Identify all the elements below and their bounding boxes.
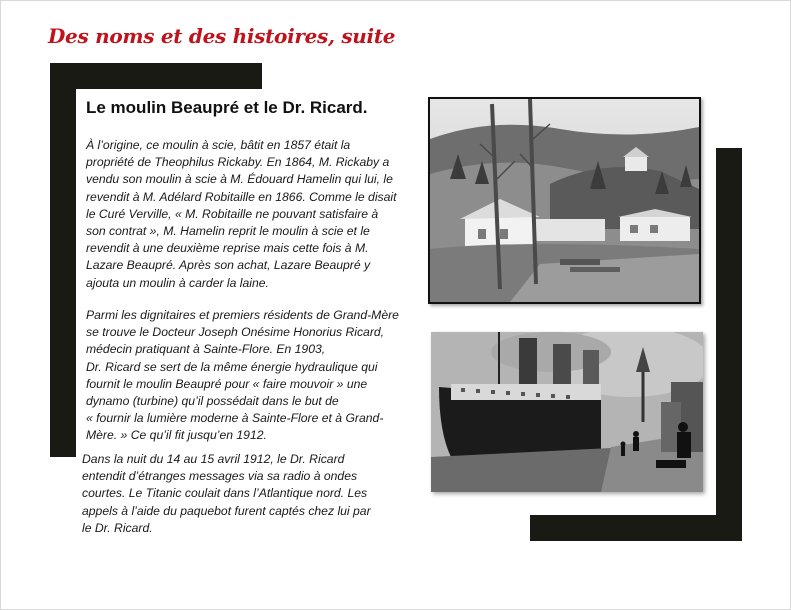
decorative-bracket-right-side [716,148,742,541]
decorative-bracket-left-side [50,63,76,457]
page-header-title: Des noms et des histoires, suite [48,24,396,48]
paragraph-moulin-history: À l’origine, ce moulin à scie, bâtit en 1857 était la propriété de Theophilus Rickaby. En 1864, M. Rickaby a vendu son moulin à scie à M. Édouard Hamelin qui lui, le revendit à M. Adélard Robitaille en 1866. Comme le disait le Curé Verville, « M. Robitaille ne pouvant satisfaire à son contrat », M. Hamelin reprit le moulin à scie et le revendit à une deuxième reprise mais cette fois à M. Lazare Beaupré. Après son achat, Lazare Beaupré y ajouta un moulin à carder la laine. [86,138,397,290]
paragraph-titanic: Dans la nuit du 14 au 15 avril 1912, le Dr. Ricard entendit d’étranges messages via sa radio à ondes courtes. Le Titanic coulait dans l’Atlantique nord. Les appels à l’aide du paquebot furent captés chez lui par le Dr. Ricard. [82,452,371,535]
decorative-bracket-right [530,515,742,541]
decorative-bracket-left [50,63,262,89]
article-title: Le moulin Beaupré et le Dr. Ricard. [86,98,368,117]
titanic-photo [431,332,703,492]
sawmill-photo [428,97,701,304]
paragraph-dr-ricard: Parmi les dignitaires et premiers résidents de Grand-Mère se trouve le Docteur Joseph Onésime Honorius Ricard, médecin pratiquant à Sainte-Flore. En 1903, Dr. Ricard se sert de la même énergie hydraulique qui fournit le moulin Beaupré pour « faire mouvoir » une dynamo (turbine) qu’il possédait dans le but de « fournir la lumière moderne à Sainte-Flore et à Grand- Mère. » Ce qu’il fit jusqu’en 1912. [86,308,399,443]
